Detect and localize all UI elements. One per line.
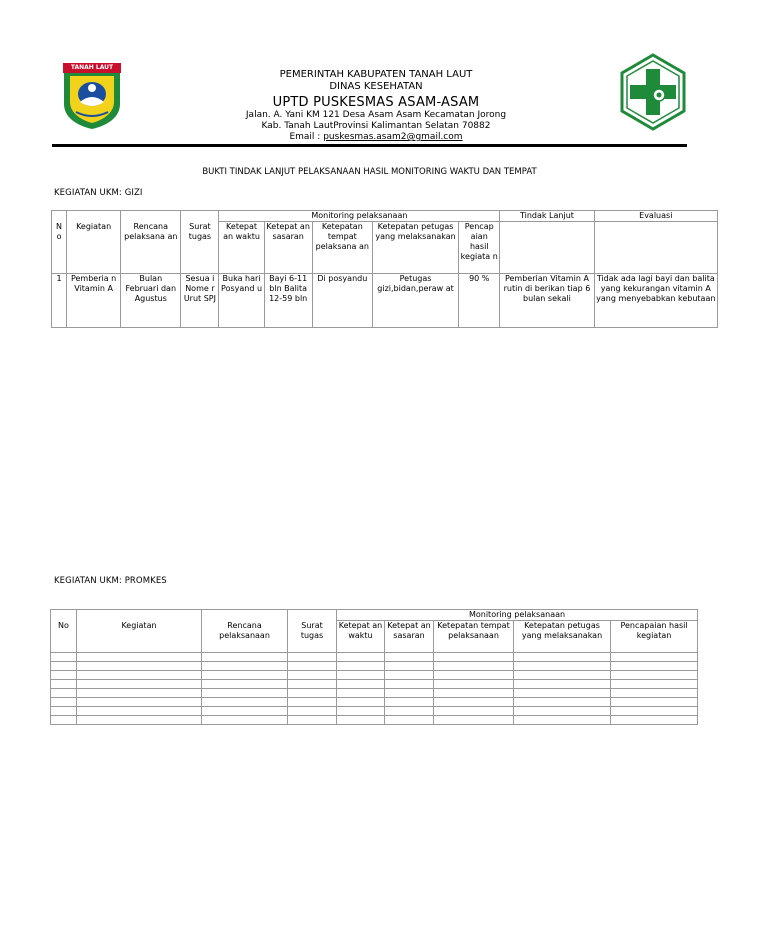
tanah-laut-logo xyxy=(62,62,122,130)
promkes-section-label: KEGIATAN UKM: PROMKES xyxy=(54,576,167,586)
promkes-table xyxy=(50,609,698,725)
gizi-cell-petugas: Petugas gizi,bidan,peraw at xyxy=(372,274,458,328)
promkes-col-waktu: Ketepat an waktu xyxy=(337,621,385,653)
gizi-cell-rencana: Bulan Februari dan Agustus xyxy=(121,274,181,328)
gizi-col-waktu: Ketepat an waktu xyxy=(219,222,264,274)
promkes-col-rencana: Rencana pelaksanaan xyxy=(202,621,288,653)
gizi-col-kegiatan: Kegiatan xyxy=(67,222,121,274)
gizi-cell-tindak: Pemberian Vitamin A rutin di berikan tiap 6 bulan sekali xyxy=(500,274,594,328)
promkes-col-no: No xyxy=(51,621,77,653)
gizi-tindak-header: Tindak Lanjut xyxy=(500,211,594,222)
gizi-col-tempat: Ketepatan tempat pelaksana an xyxy=(312,222,372,274)
promkes-col-kegiatan: Kegiatan xyxy=(77,621,202,653)
promkes-column-header-row xyxy=(51,621,698,653)
table-row xyxy=(51,689,698,698)
promkes-col-surat: Surat tugas xyxy=(288,621,337,653)
table-row xyxy=(51,707,698,716)
gizi-cell-waktu: Buka hari Posyand u xyxy=(219,274,264,328)
gizi-col-evaluasi-empty xyxy=(594,222,717,274)
gizi-col-no: N o xyxy=(52,222,67,274)
promkes-col-petugas: Ketepatan petugas yang melaksanakan xyxy=(514,621,611,653)
gizi-cell-no: 1 xyxy=(52,274,67,328)
logo-caption: TANAH LAUT xyxy=(70,64,114,71)
table-row xyxy=(51,680,698,689)
puskesmas-logo xyxy=(619,53,687,131)
table-row xyxy=(51,653,698,662)
gizi-cell-tempat: Di posyandu xyxy=(312,274,372,328)
document-title: BUKTI TINDAK LANJUT PELAKSANAAN HASIL MONITORING WAKTU DAN TEMPAT xyxy=(202,167,537,177)
promkes-monitoring-header: Monitoring pelaksanaan xyxy=(337,610,698,621)
table-row xyxy=(51,716,698,725)
table-row xyxy=(51,662,698,671)
promkes-col-sasaran: Ketepat an sasaran xyxy=(385,621,434,653)
gizi-monitoring-header: Monitoring pelaksanaan xyxy=(219,211,500,222)
gizi-col-pencapaian: Pencap aian hasil kegiata n xyxy=(459,222,500,274)
table-row xyxy=(51,698,698,707)
gizi-cell-sasaran: Bayi 6-11 bln Balita 12-59 bln xyxy=(264,274,312,328)
header-rule xyxy=(52,144,687,147)
gizi-cell-evaluasi: Tidak ada lagi bayi dan balita yang kekurangan vitamin A yang menyebabkan kebutaan xyxy=(594,274,717,328)
table-row xyxy=(51,671,698,680)
gizi-evaluasi-header: Evaluasi xyxy=(594,211,717,222)
gizi-col-tindak-empty xyxy=(500,222,594,274)
address-line-1: Jalan. A. Yani KM 121 Desa Asam Asam Kecamatan Jorong xyxy=(245,110,507,120)
gizi-group-header-row xyxy=(52,211,718,222)
gizi-cell-pencapaian: 90 % xyxy=(459,274,500,328)
gizi-column-header-row xyxy=(52,222,718,274)
email-line xyxy=(180,132,572,143)
institution-title: UPTD PUSKESMAS ASAM-ASAM xyxy=(272,95,480,110)
gizi-col-surat: Surat tugas xyxy=(181,222,219,274)
department-name: DINAS KESEHATAN xyxy=(329,81,423,92)
gizi-col-rencana: Rencana pelaksana an xyxy=(121,222,181,274)
gizi-cell-surat: Sesua i Nome r Urut SPJ xyxy=(181,274,219,328)
gizi-table xyxy=(51,210,718,328)
promkes-col-pencapaian: Pencapaian hasil kegiatan xyxy=(611,621,698,653)
address-line-2: Kab. Tanah LautProvinsi Kalimantan Selatan 70882 xyxy=(261,121,491,131)
gizi-col-petugas: Ketepatan petugas yang melaksanakan xyxy=(372,222,458,274)
email-label: Email : xyxy=(289,132,324,142)
email-link[interactable]: puskesmas.asam2@gmail.com xyxy=(323,132,463,142)
gizi-cell-kegiatan: Pemberia n Vitamin A xyxy=(67,274,121,328)
table-row xyxy=(52,274,718,328)
gizi-section-label: KEGIATAN UKM: GIZI xyxy=(54,188,143,198)
gizi-col-sasaran: Ketepat an sasaran xyxy=(264,222,312,274)
promkes-group-header-row xyxy=(51,610,698,621)
gov-name: PEMERINTAH KABUPATEN TANAH LAUT xyxy=(279,69,473,80)
promkes-col-tempat: Ketepatan tempat pelaksanaan xyxy=(434,621,514,653)
